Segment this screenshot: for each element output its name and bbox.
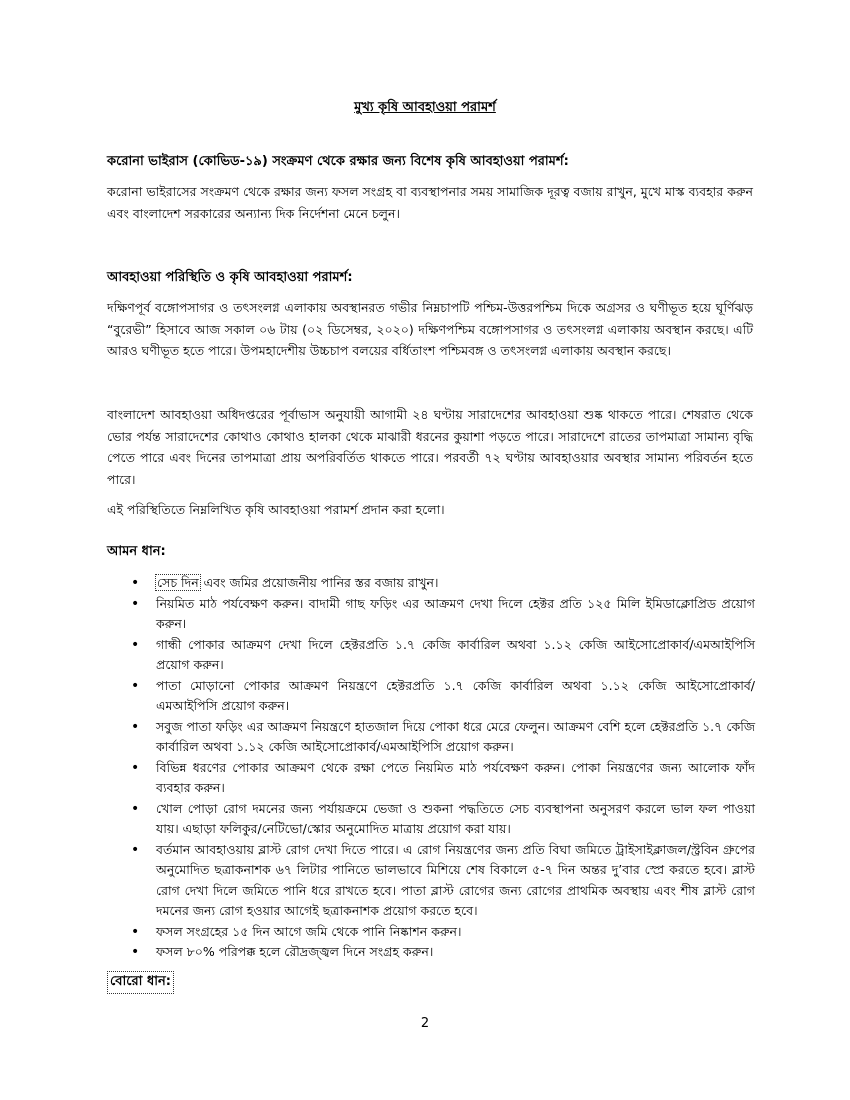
list-item-text: পাতা মোড়ানো পোকার আক্রমণ নিয়ন্ত্রণে হেক্টরপ্রতি ১.৭ কেজি কার্বারিল অথবা ১.১২ কেজি আইসোপ্রোকার্ব/এমআইপিসি প্রয়োগ করুন। — [156, 677, 755, 713]
bullet-icon: • — [131, 575, 140, 591]
bullet-icon: • — [131, 841, 140, 858]
list-item — [107, 594, 755, 635]
weather-paragraph-2: বাংলাদেশ আবহাওয়া অধিদপ্তরের পূর্বাভাস অনুযায়ী আগামী ২৪ ঘণ্টায় সারাদেশের আবহাওয়া শুষ্ক থাকতে পারে। শেষরাত থেকে ভোর পর্যন্ত সারাদেশের কোথাও কোথাও হালকা থেকে মাঝারী ধরনের কুয়াশা পড়তে পারে। সারাদেশে রাতের তাপমাত্রা সামান্য বৃদ্ধি পেতে পারে এবং দিনের তাপমাত্রা প্রায় অপরিবর্তিত থাকতে পারে। পরবর্তী ৭২ ঘণ্টায় আবহাওয়ার অবস্থার সামান্য পরিবর্তন হতে পারে। — [107, 407, 753, 487]
list-item-text: বর্তমান আবহাওয়ায় ব্লাস্ট রোগ দেখা দিতে পারে। এ রোগ নিয়ন্ত্রণের জন্য প্রতি বিঘা জমিতে ট্রাইসাইক্লাজল/স্ট্রবিন গ্রুপের অনুমোদিত ছত্রাকনাশক ৬৭ লিটার পানিতে ভালভাবে মিশিয়ে শেষ বিকালে ৫-৭ দিন অন্তর দু’বার স্প্রে করতে হবে। ব্লাস্ট রোগ দেখা দিলে জমিতে পানি ধরে রাখতে হবে। পাতা ব্লাস্ট রোগের জন্য রোগের প্রাথমিক অবস্থায় এবং শীষ ব্লাস্ট রোগ দমনের জন্য রোগ হওয়ার আগেই ছত্রাকনাশক প্রয়োগ করতে হবে। — [156, 841, 755, 918]
list-item-text: গান্ধী পোকার আক্রমণ দেখা দিলে হেক্টরপ্রতি ১.৭ কেজি কার্বারিল অথবা ১.১২ কেজি আইসোপ্রোকার্ব/এমআইপিসি প্রয়োগ করুন। — [156, 636, 755, 672]
weather-paragraph-3: এই পরিস্থিতিতে নিম্নলিখিত কৃষি আবহাওয়া পরামর্শ প্রদান করা হলো। — [107, 502, 445, 517]
weather-paragraph-1: দক্ষিণপূর্ব বঙ্গোপসাগর ও তৎসংলগ্ন এলাকায় অবস্থানরত গভীর নিম্নচাপটি পশ্চিম-উত্তরপশ্চিম দিকে অগ্রসর ও ঘণীভূত হয়ে ঘূর্ণিঝড় “বুরেভী” হিসাবে আজ সকাল ০৬ টায় (০২ ডিসেম্বর, ২০২০) দক্ষিণপশ্চিম বঙ্গোপসাগর ও তৎসংলগ্ন এলাকায় অবস্থান করছে। এটি আরও ঘণীভূত হতে পারে। উপমহাদেশীয় উচ্চচাপ বলয়ের বর্ধিতাংশ পশ্চিমবঙ্গ ও তৎসংলগ্ন এলাকায় অবস্থান করছে। — [107, 300, 753, 358]
list-item — [107, 635, 755, 676]
list-item-text: খোল পোড়া রোগ দমনের জন্য পর্যায়ক্রমে ভেজা ও শুকনা পদ্ধতিতে সেচ ব্যবস্থাপনা অনুসরণ করলে ভাল ফল পাওয়া যায়। এছাড়া ফলিকুর/নেটিভো/স্কোর অনুমোদিত মাত্রায় প্রয়োগ করা যায়। — [156, 800, 755, 836]
highlighted-phrase: সেচ দিন — [157, 575, 199, 590]
list-item-text: ফসল ৮০% পরিপক্ক হলে রৌদ্রজ্জ্বল দিনে সংগ্রহ করুন। — [156, 944, 434, 959]
bullet-icon: • — [131, 677, 140, 694]
aman-heading: আমন ধান: — [107, 544, 166, 559]
list-item — [107, 573, 755, 594]
bullet-icon: • — [131, 718, 140, 735]
list-item-text: নিয়মিত মাঠ পর্যবেক্ষণ করুন। বাদামী গাছ ফড়িং এর আক্রমণ দেখা দিলে হেক্টর প্রতি ১২৫ মিলি ইমিডাক্লোপ্রিড প্রয়োগ করুন। — [156, 595, 755, 631]
list-item — [107, 676, 755, 717]
page-number: 2 — [420, 1016, 430, 1031]
list-item — [107, 758, 755, 799]
page-title: মুখ্য কৃষি আবহাওয়া পরামর্শ — [354, 100, 496, 115]
list-item — [107, 942, 755, 963]
list-item — [107, 922, 755, 943]
list-item-text: সবুজ পাতা ফড়িং এর আক্রমণ নিয়ন্ত্রণে হাতজাল দিয়ে পোকা ধরে মেরে ফেলুন। আক্রমণ বেশি হলে হেক্টরপ্রতি ১.৭ কেজি কার্বারিল অথবা ১.১২ কেজি আইসোপ্রোকার্ব/এমআইপিসি প্রয়োগ করুন। — [156, 718, 755, 754]
list-item-text: এবং জমির প্রয়োজনীয় পানির স্তর বজায় রাখুন। — [199, 575, 439, 590]
bullet-icon: • — [131, 800, 140, 817]
weather-heading: আবহাওয়া পরিস্থিতি ও কৃষি আবহাওয়া পরামর্শ: — [107, 270, 353, 285]
list-item-text: বিভিন্ন ধরণের পোকার আক্রমণ থেকে রক্ষা পেতে নিয়মিত মাঠ পর্যবেক্ষণ করুন। পোকা নিয়ন্ত্রণের জন্য আলোক ফাঁদ ব্যবহার করুন। — [156, 759, 755, 795]
list-item — [107, 840, 755, 922]
covid-paragraph: করোনা ভাইরাসের সংক্রমণ থেকে রক্ষার জন্য ফসল সংগ্রহ বা ব্যবস্থাপনার সময় সামাজিক দূরত্ব বজায় রাখুন, মুখে মাস্ক ব্যবহার করুন এবং বাংলাদেশ সরকারের অন্যান্য দিক নির্দেশনা মেনে চলুন। — [107, 184, 753, 221]
list-item — [107, 799, 755, 840]
bullet-icon: • — [131, 944, 140, 960]
bullet-icon: • — [131, 759, 140, 776]
covid-heading: করোনা ভাইরাস (কোভিড-১৯) সংক্রমণ থেকে রক্ষার জন্য বিশেষ কৃষি আবহাওয়া পরামর্শ: — [107, 154, 569, 169]
boro-heading: বোরো ধান: — [107, 971, 174, 994]
list-item — [107, 717, 755, 758]
bullet-icon: • — [131, 923, 140, 940]
bullet-icon: • — [131, 636, 140, 653]
aman-advice-list — [107, 573, 755, 963]
bullet-icon: • — [131, 595, 140, 612]
list-item-text: ফসল সংগ্রহের ১৫ দিন আগে জমি থেকে পানি নিষ্কাশন করুন। — [156, 923, 462, 939]
